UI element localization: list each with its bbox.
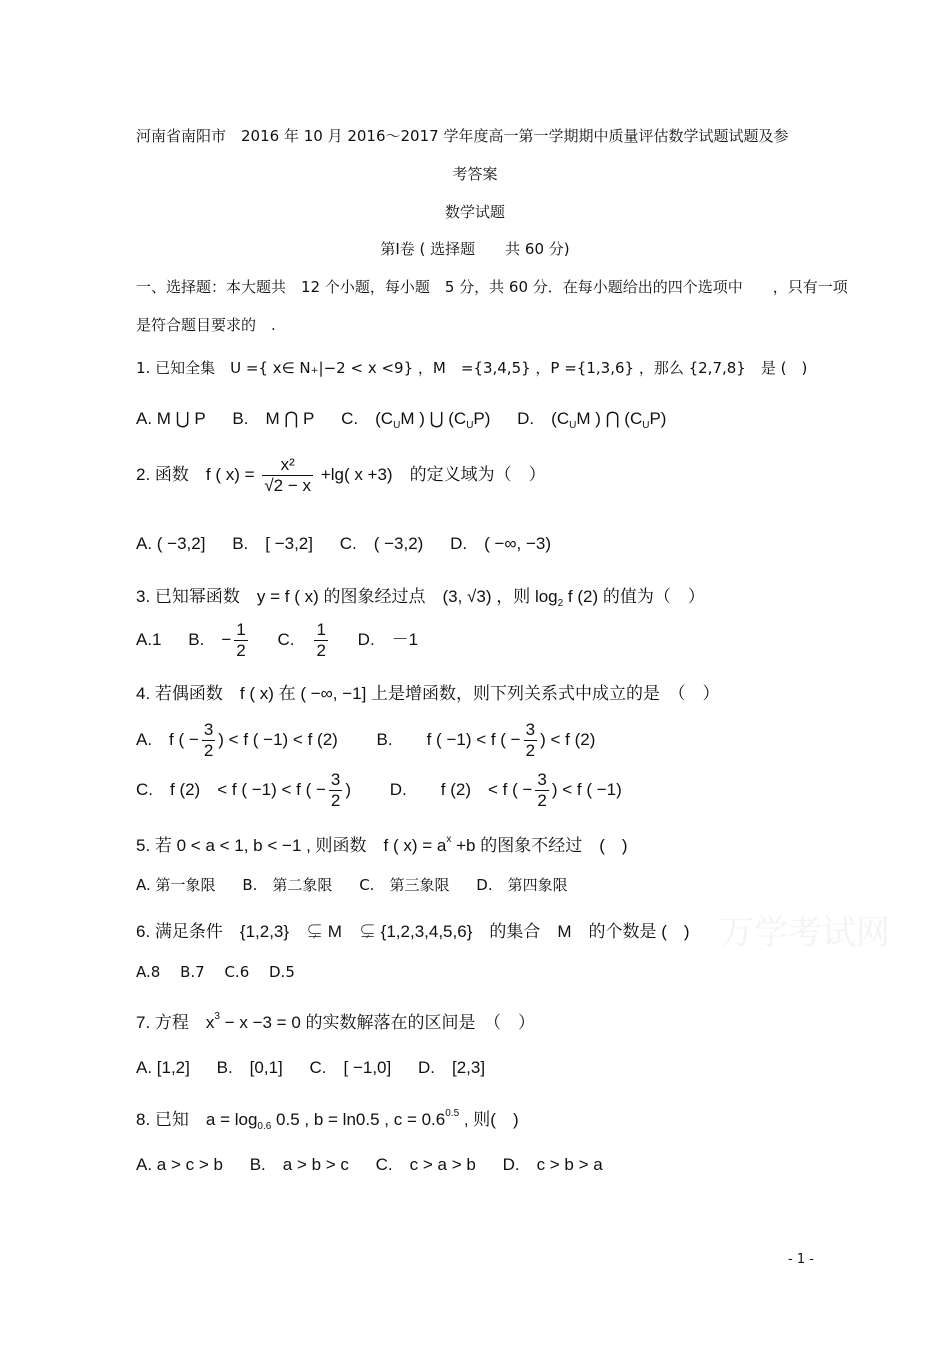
q3-options bbox=[136, 620, 418, 661]
q4-options-row-1 bbox=[136, 720, 595, 761]
q8-stem: 8. 已知 $a = \log_{0.6} 0.5$ , b = ln0.5 , $c = 0.6^{0.5}$ , 则( ) bbox=[136, 1108, 519, 1132]
instructions-line-1: 一、选择题：本大题共 12 个小题，每小题 5 分，共 60 分．在每小题给出的四个选项中 ，只有一项 bbox=[136, 278, 848, 296]
q7-option-c: C. [ −1,0] bbox=[309, 1058, 392, 1077]
q2-option-b: B. [ −3,2] bbox=[232, 534, 313, 553]
q1-option-a: A. M ⋃ P bbox=[136, 409, 206, 428]
q5-option-b: B. 第二象限 bbox=[242, 876, 333, 894]
q8-option-a: A. a > c > b bbox=[136, 1155, 223, 1174]
q5-options bbox=[136, 874, 568, 895]
q1-option-b: B. M ⋂ P bbox=[232, 409, 315, 428]
q2-stem: 2. 函数 f ( x) = $\frac{\text{x²}}{√2 - x}$ +lg( x +3) 的定义域为（ ） bbox=[136, 455, 546, 495]
q7-stem: 7. 方程 $x^3 - x -3 = 0$ 的实数解落在的区间是 （ ） bbox=[136, 1011, 535, 1032]
q7-option-a: A. [1,2] bbox=[136, 1058, 190, 1077]
q8-option-d: D. c > b > a bbox=[502, 1155, 603, 1174]
title-line-2: 考答案 bbox=[452, 165, 498, 183]
q8-option-b: B. a > b > c bbox=[249, 1155, 349, 1174]
q2-option-c: C. ( −3,2) bbox=[339, 534, 424, 553]
q6-stem: 6. 满足条件 {1,2,3} ⊊ M ⊊ {1,2,3,4,5,6} 的集合 M 的个数是 ( ) bbox=[136, 922, 690, 941]
q4-option-c: C. f (2) < f ( −1) < f ( − $\frac{3}{2}$ ) bbox=[136, 770, 352, 810]
q6-options: A.8 B.7 C.6 D.5 bbox=[136, 963, 295, 981]
q3-option-c: C. $\frac{1}{2}$ bbox=[277, 620, 326, 660]
q8-options bbox=[136, 1150, 603, 1175]
q3-option-a: A.1 bbox=[136, 629, 162, 649]
title-line-1: 河南省南阳市 2016 年 10 月 2016～2017 学年度高一第一学期期中质量评估数学试题试题及参 bbox=[136, 127, 789, 145]
q3-stem: 3. 已知幂函数 y = f ( x) 的图象经过点 (3, √3) ，则 $\log_2 f$ (2) 的值为（ ） bbox=[136, 587, 705, 609]
q4-options-row-2 bbox=[136, 770, 622, 811]
q3-option-d: D. －1 bbox=[357, 629, 419, 649]
q5-stem: 5. 若 0 < a < 1, b < −1 , 则函数 f ( $x) = a^x +b$ 的图象不经过 ( ) bbox=[136, 834, 628, 855]
q2-fraction: $\frac{\text{x²}}{√2 - x}$ bbox=[264, 455, 311, 495]
watermark: 万学考试网 bbox=[720, 913, 890, 953]
q7-option-b: B. [0,1] bbox=[216, 1058, 283, 1077]
q8-option-c: C. c > a > b bbox=[375, 1155, 476, 1174]
q1-stem: 1. 已知全集 U ={ x∈ N₊|−2 < x <9} ，M ={3,4,5} ，P ={1,3,6} ，那么 {2,7,8} 是 ( ) bbox=[136, 359, 808, 377]
q4-option-b: B. f ( −1) < f ( − $\frac{3}{2}$ ) < f (2) bbox=[376, 720, 596, 760]
q1-option-c: C. ($C_UM$ ) ⋃ $(C_UP)$ bbox=[341, 409, 491, 431]
q7-option-d: D. [2,3] bbox=[417, 1058, 486, 1077]
q4-option-d: D. f (2) < f ( − $\frac{3}{2}$ ) < f ( −1) bbox=[389, 770, 622, 810]
q5-option-d: D. 第四象限 bbox=[476, 876, 568, 894]
q1-option-d: D. ($C_UM$ ) ⋂ $(C_UP)$ bbox=[517, 409, 667, 431]
q2-options bbox=[136, 529, 551, 554]
instructions-line-2: 是符合题目要求的 . bbox=[136, 316, 276, 334]
q4-option-a: A. f ( − $\frac{3}{2}$ ) < f ( −1) < f (2) bbox=[136, 720, 338, 760]
q3-option-b: B. − $\frac{1}{2}$ bbox=[188, 620, 246, 660]
q1-options bbox=[136, 404, 666, 431]
page-number: - 1 - bbox=[788, 1252, 814, 1267]
q7-options bbox=[136, 1053, 485, 1078]
q5-option-c: C. 第三象限 bbox=[359, 876, 450, 894]
subject-title: 数学试题 bbox=[444, 203, 505, 221]
q2-option-a: A. ( −3,2] bbox=[136, 534, 206, 553]
q2-option-d: D. ( −∞, −3) bbox=[450, 534, 551, 553]
q5-option-a: A. 第一象限 bbox=[136, 876, 216, 894]
q4-stem: 4. 若偶函数 f ( x) 在 ( −∞, −1] 上是增函数，则下列关系式中成立的是 （ ） bbox=[136, 684, 720, 703]
section-title: 第Ⅰ卷 ( 选择题 共 60 分) bbox=[380, 240, 570, 258]
